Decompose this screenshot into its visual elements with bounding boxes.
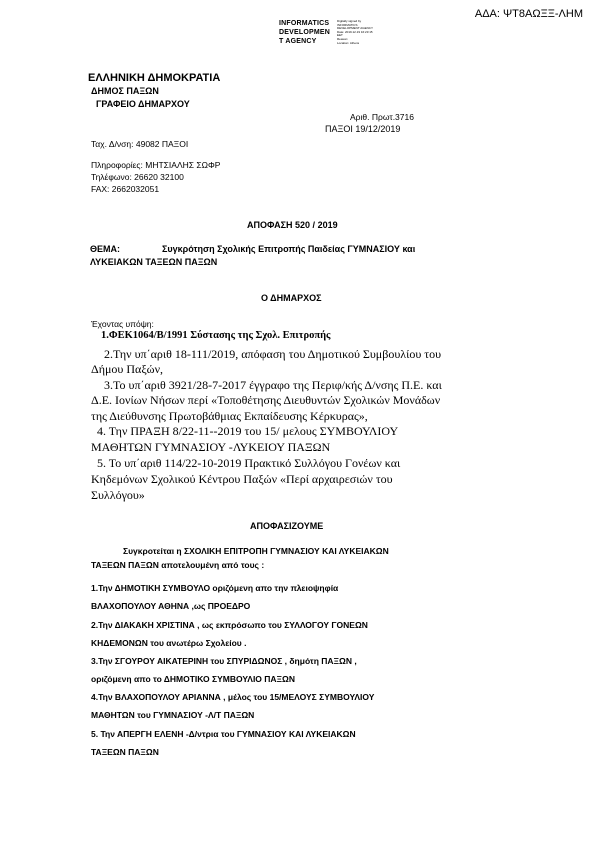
postal-address: Ταχ. Δ/νση: 49082 ΠΑΞΟΙ [91,139,189,149]
consideration-item: Συλλόγου» [91,488,145,502]
decide-heading: ΑΠΟΦΑΣΙΖΟΥΜΕ [250,521,324,531]
ada-code: ΑΔΑ: ΨΤ8ΑΩΞΞ-ΛΗΜ [474,8,583,20]
logo-word: INFORMATICS [279,20,330,27]
decision-intro: ΤΑΞΕΩΝ ΠΑΞΩΝ αποτελουμένη από τους : [91,560,265,570]
consideration-item: 2.Την υπ΄αριθ 18-111/2019, απόφαση του Δημοτικού Συμβουλίου του [104,347,442,361]
member-line: οριζόμενη απο το ΔΗΜΟΤΙΚΟ ΣΥΜΒΟΥΛΙΟ ΠΑΞΩΝ [91,674,295,684]
member-line: 4.Την ΒΛΑΧΟΠΟΥΛΟΥ ΑΡΙΑΝΝΑ , μέλος του 15/ΜΕΛΟΥΣ ΣΥΜΒΟΥΛΙΟΥ [91,692,375,702]
logo-word: DEVELOPMEN [279,29,331,36]
member-line: 5. Την ΑΠΕΡΓΗ ΕΛΕΝΗ -Δ/ντρια του ΓΥΜΝΑΣΙΟΥ ΚΑΙ ΛΥΚΕΙΑΚΩΝ [91,729,356,739]
consideration-item: της Διεύθυνσης Πρωτοβάθμιας Εκπαίδευσης Κέρκυρας», [91,409,368,423]
consideration-item: 1.ΦΕΚ1064/Β/1991 Σύστασης της Σχολ. Επιτροπής [101,330,331,341]
consideration-item: ΜΑΘΗΤΩΝ ΓΥΜΝΑΣΙΟΥ -ΛΥΚΕΙΟΥ ΠΑΞΩΝ [91,440,331,454]
consideration-item: Κηδεμόνων Σχολικού Κέντρου Παξών «Περί αρχαιρεσιών του [91,472,393,486]
consideration-item: Δήμου Παξών, [91,362,163,376]
member-line: ΚΗΔΕΜΟΝΩΝ του ανωτέρω Σχολείου . [91,638,247,648]
protocol-number: Αριθ. Πρωτ.3716 [350,112,414,122]
consideration-item: 5. Το υπ΄αριθ 114/22-10-2019 Πρακτικό Συλλόγου Γονέων και [97,456,401,470]
contact-phone: Τηλέφωνο: 26620 32100 [91,172,184,182]
subject-label: ΘΕΜΑ: [90,244,120,254]
municipality-heading: ΔΗΜΟΣ ΠΑΞΩΝ [91,86,159,96]
place-date: ΠΑΞΟΙ 19/12/2019 [325,124,401,134]
member-line: ΒΛΑΧΟΠΟΥΛΟΥ ΑΘΗΝΑ ,ως ΠΡΟΕΔΡΟ [91,601,251,611]
digital-signature-stamp [279,20,397,48]
member-line: 2.Την ΔΙΑΚΑΚΗ ΧΡΙΣΤΙΝΑ , ως εκπρόσωπο του ΣΥΛΛΟΓΟΥ ΓΟΝΕΩΝ [91,620,368,630]
office-heading: ΓΡΑΦΕΙΟ ΔΗΜΑΡΧΟΥ [96,99,190,109]
subject-text: ΛΥΚΕΙΑΚΩΝ ΤΑΞΕΩΝ ΠΑΞΩΝ [90,257,218,267]
country-heading: ΕΛΛΗΝΙΚΗ ΔΗΜΟΚΡΑΤΙΑ [88,72,221,84]
logo-word: T AGENCY [279,38,317,45]
contact-fax: FAX: 2662032051 [91,184,160,194]
member-line: 1.Την ΔΗΜΟΤΙΚΗ ΣΥΜΒΟΥΛΟ οριζόμενη απο την πλειοψηφία [91,583,339,593]
decision-intro: Συγκροτείται η ΣΧΟΛΙΚΗ ΕΠΙΤΡΟΠΗ ΓΥΜΝΑΣΙΟΥ ΚΑΙ ΛΥΚΕΙΑΚΩΝ [123,546,389,556]
member-line: 3.Την ΣΓΟΥΡΟΥ ΑΙΚΑΤΕΡΙΝΗ του ΣΠΥΡΙΔΩΝΟΣ , δημότη ΠΑΞΩΝ , [91,656,357,666]
subject-text: Συγκρότηση Σχολικής Επιτροπής Παιδείας ΓΥΜΝΑΣΙΟΥ και [162,244,416,254]
decision-title: ΑΠΟΦΑΣΗ 520 / 2019 [247,220,338,230]
consideration-item: 3.Το υπ΄αριθ 3921/28-7-2017 έγγραφο της Περιφ/κής Δ/νσης Π.Ε. και [104,378,442,392]
mayor-heading: Ο ΔΗΜΑΡΧΟΣ [261,293,322,303]
member-line: ΤΑΞΕΩΝ ΠΑΞΩΝ [91,747,159,757]
considering-label: Έχοντας υπόψη: [91,319,154,329]
consideration-item: 4. Την ΠΡΑΞΗ 8/22-11--2019 του 15/ μελους ΣΥΜΒΟΥΛΙΟΥ [97,424,399,438]
signature-details: Digitally signed by INFORMATICS DEVELOPMENT AGENCY Date: 2019.12.19 16:23:15 EET Reason: Location: Athens [337,19,373,45]
contact-info: Πληροφορίες: ΜΗΤΣΙΑΛΗΣ ΣΩΦΡ [91,160,221,170]
consideration-item: Δ.Ε. Ιονίων Νήσων περί «Τοποθέτησης Διευθυντών Σχολικών Μονάδων [91,393,441,407]
member-line: ΜΑΘΗΤΩΝ του ΓΥΜΝΑΣΙΟΥ -Λ/Τ ΠΑΞΩΝ [91,710,255,720]
